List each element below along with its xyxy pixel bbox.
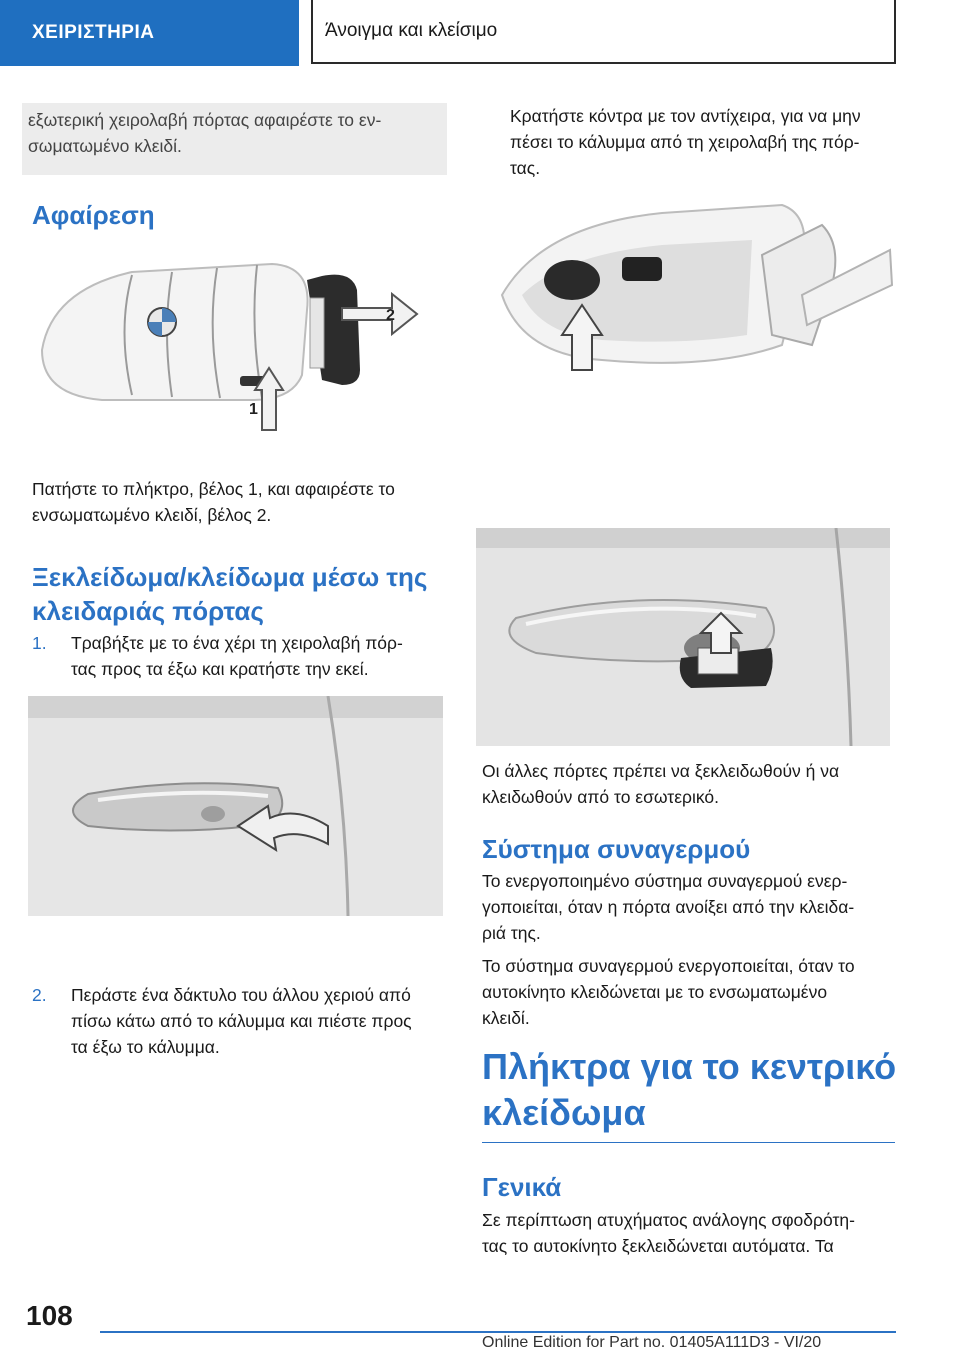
- section-tab: ΧΕΙΡΙΣΤΗΡΙΑ: [0, 0, 299, 66]
- heading-central-locking: Πλήκτρα για το κεντρικό: [482, 1046, 897, 1087]
- step-line: Περάστε ένα δάκτυλο του άλλου χεριού από: [71, 985, 411, 1005]
- paragraph-line: Οι άλλες πόρτες πρέπει να ξεκλειδωθούν ή να: [482, 761, 840, 781]
- page-number: 108: [26, 1300, 73, 1331]
- note-box: [22, 103, 447, 175]
- paragraph-line: Το σύστημα συναγερμού ενεργοποιείται, όταν το: [482, 956, 855, 976]
- paragraph-line: Πατήστε το πλήκτρο, βέλος 1, και αφαιρέστε το: [32, 479, 395, 499]
- heading-general: Γενικά: [482, 1172, 562, 1202]
- paragraph-line: ενσωματωμένο κλειδί, βέλος 2.: [32, 505, 272, 525]
- paragraph-line: τας το αυτοκίνητο ξεκλειδώνεται αυτόματα. Τα: [482, 1236, 834, 1256]
- heading-central-locking: κλείδωμα: [482, 1092, 646, 1133]
- step-number: 2.: [32, 985, 47, 1005]
- paragraph-line: Σε περίπτωση ατυχήματος ανάλογης σφοδρότη-: [482, 1210, 855, 1230]
- door-handle-figure: [28, 696, 443, 916]
- arrow-label-2: 2: [386, 307, 395, 324]
- paragraph-line: πέσει το κάλυμμα από τη χειρολαβή της πόρ-: [510, 132, 860, 152]
- step-number: 1.: [32, 633, 47, 653]
- edition-text: Online Edition for Part no. 01405A111D3 - VI/20: [482, 1334, 822, 1351]
- step-line: Τραβήξτε με το ένα χέρι τη χειρολαβή πόρ-: [71, 633, 403, 653]
- footer-rule: [100, 1331, 896, 1333]
- step-line: πίσω κάτω από το κάλυμμα και πιέστε προς: [71, 1011, 412, 1031]
- heading-unlock: κλειδαριάς πόρτας: [32, 596, 264, 626]
- key-fob-figure: [22, 250, 447, 450]
- heading-unlock: Ξεκλείδωμα/κλείδωμα μέσω της: [32, 562, 428, 592]
- heading-removal: Αφαίρεση: [32, 200, 155, 230]
- paragraph-line: Το ενεργοποιημένο σύστημα συναγερμού ενερ-: [482, 871, 848, 891]
- paragraph-line: κλειδί.: [482, 1008, 530, 1028]
- step-2: [32, 982, 486, 1060]
- step-line: τας προς τα έξω και κρατήστε την εκεί.: [71, 659, 369, 679]
- step-1: [32, 630, 451, 682]
- arrow-label-1: 1: [249, 401, 258, 418]
- note-line: σωματωμένο κλειδί.: [28, 136, 182, 156]
- paragraph-line: αυτοκίνητο κλειδώνεται με το ενσωματωμένο: [482, 982, 828, 1002]
- paragraph-line: ριά της.: [482, 923, 541, 943]
- key-in-lock-figure: [476, 528, 890, 746]
- note-line: εξωτερική χειρολαβή πόρτας αφαιρέστε το εν-: [28, 110, 382, 130]
- chapter-title: Άνοιγμα και κλείσιμο: [311, 0, 896, 64]
- cover-removal-figure: [482, 195, 897, 410]
- heading-alarm: Σύστημα συναγερμού: [482, 834, 751, 864]
- paragraph-line: κλειδωθούν από το εσωτερικό.: [482, 787, 719, 807]
- paragraph-line: γοποιείται, όταν η πόρτα ανοίξει από την κλειδα-: [482, 897, 855, 917]
- heading-rule: [482, 1142, 895, 1143]
- step-line: τα έξω το κάλυμμα.: [71, 1037, 220, 1057]
- paragraph-line: τας.: [510, 158, 541, 178]
- paragraph-line: Κρατήστε κόντρα με τον αντίχειρα, για να μην: [510, 106, 861, 126]
